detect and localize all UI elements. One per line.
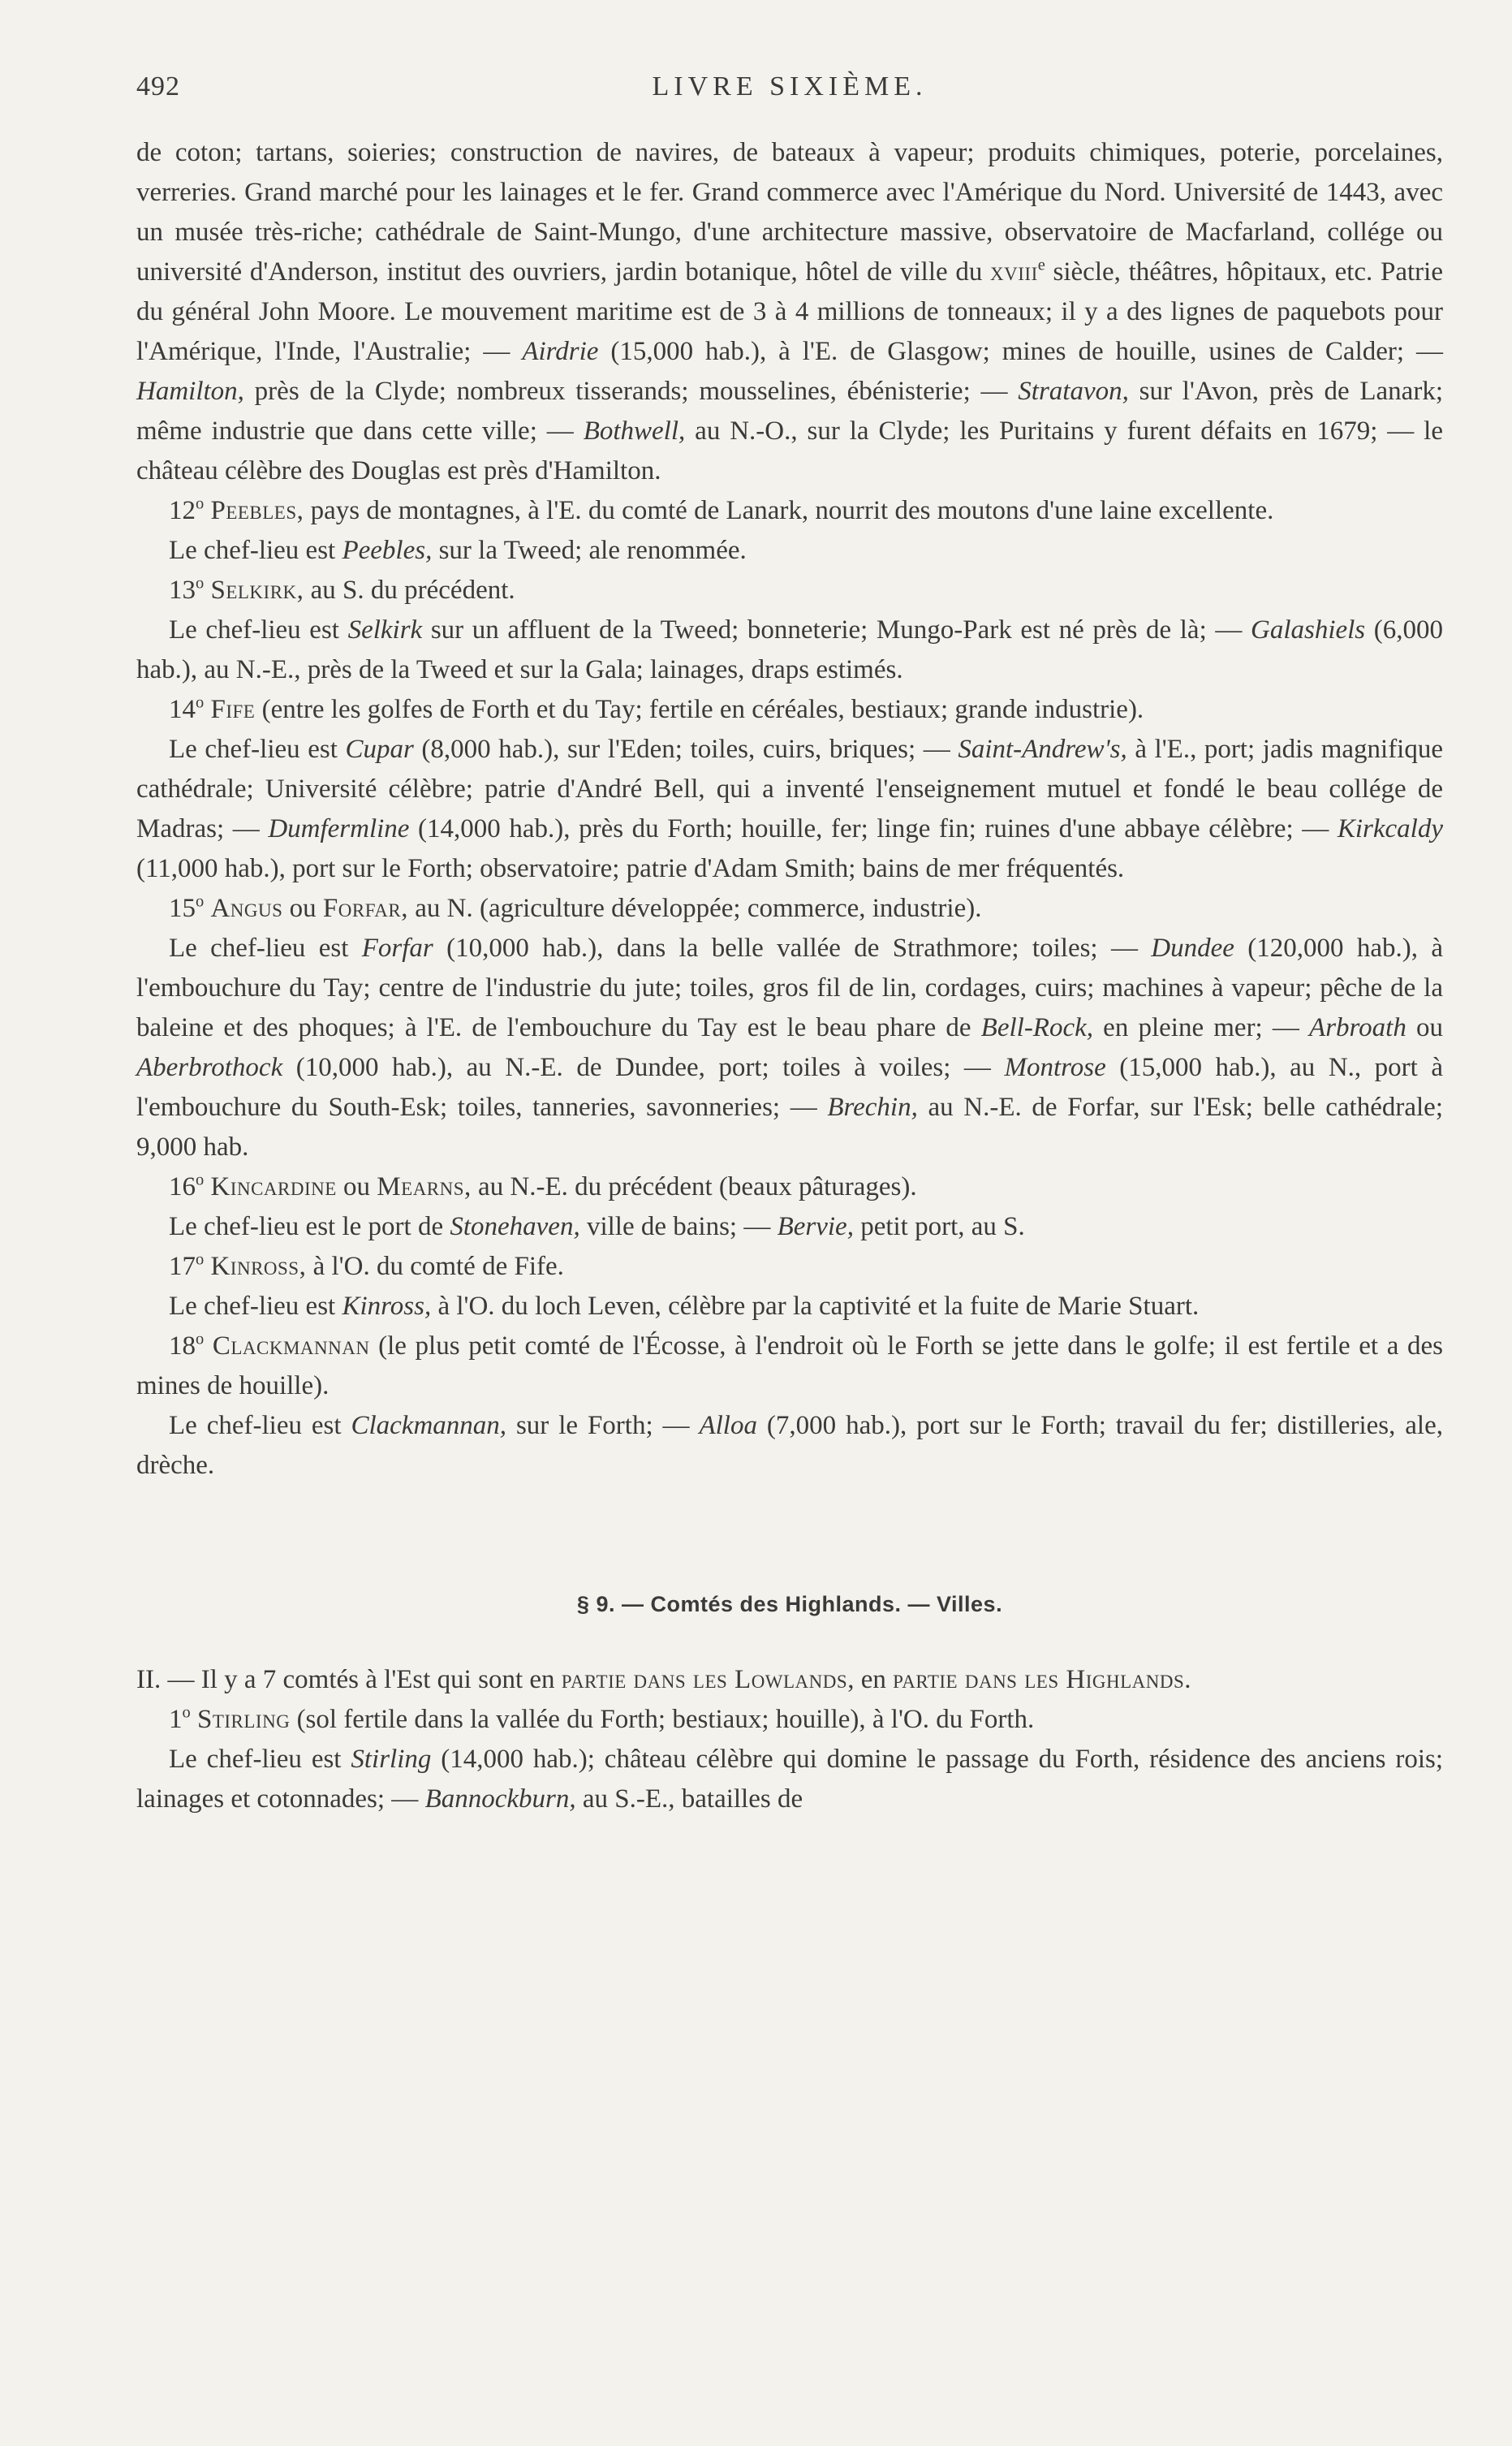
chief-town-fife: Le chef-lieu est Cupar (8,000 hab.), sur l'Eden; toiles, cuirs, briques; — Saint-Andrew's, à l'E., port; jadis magnifique cathédrale; Université célèbre; patrie d'André Bell, qui a inventé l'enseignement mutuel et fondé le beau collége de Madras; — Dumfermline (14,000 hab.), près du Forth; houille, fer; linge fin; ruines d'une abbaye célèbre; — Kirkcaldy (11,000 hab.), port sur le Forth; observatoire; patrie d'Adam Smith; bains de mer fréquentés. — [136, 735, 1443, 883]
page-header — [136, 71, 1443, 120]
chief-town-angus: Le chef-lieu est Forfar (10,000 hab.), dans la belle vallée de Strathmore; toiles; — Dundee (120,000 hab.), à l'embouchure du Tay; centre de l'industrie du jute; toiles, gros fil de lin, cordages, cuirs; machines à vapeur; pêche de la baleine et des phoques; à l'E. de l'embouchure du Tay est le beau phare de Bell-Rock, en pleine mer; — Arbroath ou Aberbrothock (10,000 hab.), au N.-E. de Dundee, port; toiles à voiles; — Montrose (15,000 hab.), au N., port à l'embouchure du South-Esk; toiles, tanneries, savonneries; — Brechin, au N.-E. de Forfar, sur l'Esk; belle cathédrale; 9,000 hab. — [136, 934, 1443, 1162]
section-title: § 9. — Comtés des Highlands. — Villes. — [576, 1592, 1003, 1616]
page-number: 492 — [136, 71, 180, 101]
chief-town-kinross: Le chef-lieu est Kinross, à l'O. du loch Leven, célèbre par la captivité et la fuite de Marie Stuart. — [169, 1292, 1200, 1321]
county-heading-kincardine: 16$^o$ Kincardine ou Mearns, au N.-E. du précédent (beaux pâturages). — [169, 1171, 917, 1201]
century-numeral: xviii — [990, 257, 1038, 287]
chief-town-clackmannan: Le chef-lieu est Clackmannan, sur le Forth; — Alloa (7,000 hab.), port sur le Forth; travail du fer; distilleries, ale, drèche. — [136, 1411, 1443, 1480]
county-heading-selkirk: 13$^o$ Selkirk, au S. du précédent. — [169, 574, 515, 605]
place-bothwell: Bothwell, — [583, 416, 686, 446]
place-hamilton: Hamilton, — [136, 377, 244, 406]
county-heading-stirling: 1$^o$ Stirling (sol fertile dans la vallée du Forth; bestiaux; houille), à l'O. du Forth. — [169, 1703, 1035, 1734]
place-stratavon: Stratavon, — [1018, 377, 1129, 406]
chief-town-kincardine: Le chef-lieu est le port de Stonehaven, ville de bains; — Bervie, petit port, au S. — [169, 1212, 1025, 1241]
running-head: LIVRE SIXIÈME. — [652, 71, 928, 101]
chief-town-stirling: Le chef-lieu est Stirling (14,000 hab.); château célèbre qui domine le passage du Forth, résidence des anciens rois; lainages et cotonnades; — Bannockburn, au S.-E., batailles de — [136, 1745, 1444, 1814]
body-text — [136, 133, 1443, 1819]
place-airdrie: Airdrie — [522, 337, 599, 366]
chief-town-selkirk: Le chef-lieu est Selkirk sur un affluent de la Tweed; bonneterie; Mungo-Park est né près de là; — Galashiels (6,000 hab.), au N.-E., près de la Tweed et sur la Gala; lainages, draps estimés. — [136, 615, 1444, 684]
county-heading-kinross: 17$^o$ Kinross, à l'O. du comté de Fife. — [169, 1250, 564, 1281]
county-heading-peebles: 12$^o$ Peebles, pays de montagnes, à l'E. du comté de Lanark, nourrit des moutons d'une laine excellente. — [169, 494, 1274, 525]
county-heading-clackmannan: 18$^o$ Clackmannan (le plus petit comté de l'Écosse, à l'endroit où le Forth se jette dans le golfe; il est fertile et a des mines de houille). — [136, 1330, 1443, 1400]
county-heading-fife: 14$^o$ Fife (entre les golfes de Forth et du Tay; fertile en céréales, bestiaux; grande industrie). — [169, 693, 1144, 724]
paragraph-glasgow-continued: de coton; tartans, soieries; construction de navires, de bateaux à vapeur; produits chimiques, poterie, porcelaines, verreries. Grand marché pour les lainages et le fer. Grand commerce avec l'Amérique du Nord. Université de 1443, avec un musée très-riche; cathédrale de Saint-Mungo, d'une architecture massive, observatoire de Macfarland, collége ou université d'Anderson, institut des ouvriers, jardin botanique, hôtel de ville du xviii$^e$ siècle, théâtres, hôpitaux, etc. Patrie du général John Moore. Le mouvement maritime est de 3 à 4 millions de tonneaux; il y a des lignes de paquebots pour l'Amérique, l'Inde, l'Australie; — Airdrie (15,000 hab.), à l'E. de Glasgow; mines de houille, usines de Calder; — Hamilton, près de la Clyde; nombreux tisserands; mousselines, ébénisterie; — Stratavon, sur l'Avon, près de Lanark; même industrie que dans cette ville; — Bothwell, au N.-O., sur la Clyde; les Puritains y furent défaits en 1679; — le château célèbre des Douglas est près d'Hamilton. — [136, 138, 1443, 485]
chief-town-peebles: Le chef-lieu est Peebles, sur la Tweed; ale renommée. — [169, 536, 747, 565]
highlands-intro: II. — Il y a 7 comtés à l'Est qui sont en partie dans les Lowlands, en partie dans les Highlands. — [136, 1665, 1191, 1694]
county-heading-angus: 15$^o$ Angus ou Forfar, au N. (agriculture développée; commerce, industrie). — [169, 892, 982, 923]
